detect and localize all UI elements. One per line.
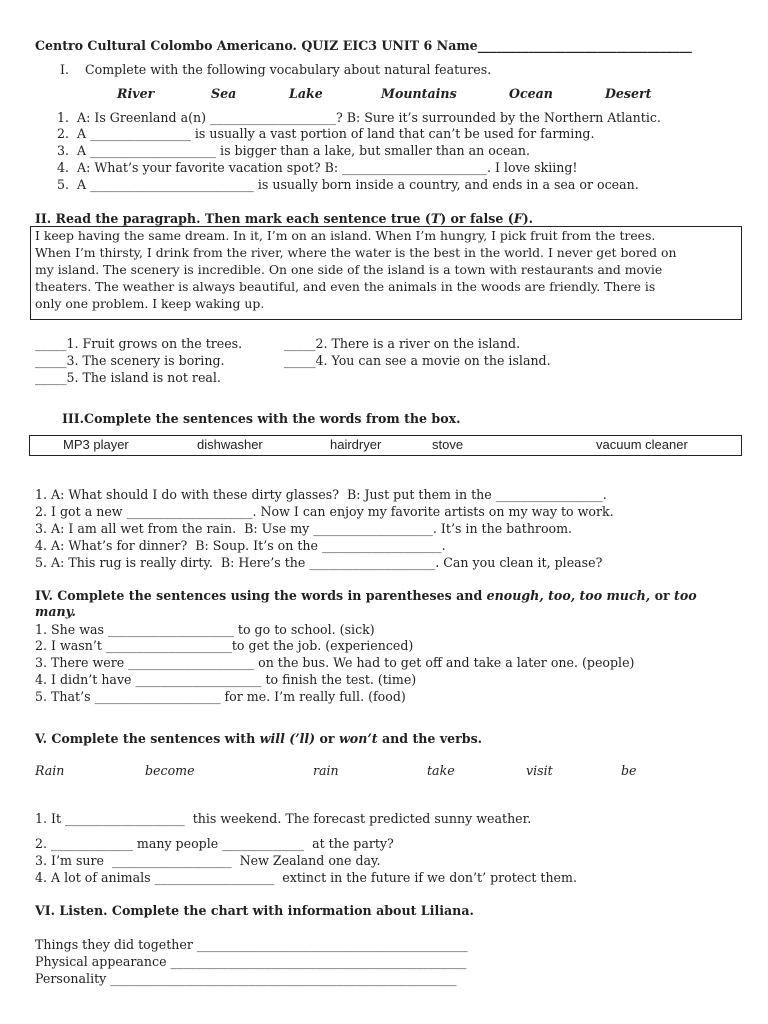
- s3-sentence-1: 1. A: What should I do with these dirty glasses? B: Just put them in the _________________.: [35, 487, 607, 502]
- chart-line-physical-appearance: Physical appearance _______________________________________________: [35, 954, 467, 969]
- vocab-word-sea: Sea: [211, 86, 237, 101]
- chart-line-personality: Personality _______________________________________________________: [35, 971, 457, 986]
- paragraph-line-1: I keep having the same dream. In it, I’m on an island. When I’m hungry, I pick fruit from the trees.: [35, 228, 656, 243]
- verb-rain: rain: [313, 763, 339, 778]
- section-4-title: IV. Complete the sentences using the words in parentheses and enough, too, too much, or too: [35, 588, 697, 603]
- box-word-vacuum-cleaner: vacuum cleaner: [596, 437, 688, 452]
- s1-question-5: 5. A __________________________ is usually born inside a country, and ends in a sea or ocean.: [57, 177, 639, 192]
- paragraph-line-3: my island. The scenery is incredible. On one side of the island is a town with restaurants and movie: [35, 262, 663, 277]
- paragraph-line-5: only one problem. I keep waking up.: [35, 296, 265, 311]
- s3-sentence-5: 5. A: This rug is really dirty. B: Here’s the ____________________. Can you clean it, please?: [35, 555, 603, 570]
- s3-sentence-3: 3. A: I am all wet from the rain. B: Use my ___________________. It’s in the bathroom.: [35, 521, 573, 536]
- s4-sentence-2: 2. I wasn’t ____________________to get the job. (experienced): [35, 638, 414, 653]
- vocab-word-desert: Desert: [605, 86, 652, 101]
- section-1-instruction: I. Complete with the following vocabulary about natural features.: [60, 62, 492, 77]
- tf-item-5: _____5. The island is not real.: [35, 370, 221, 385]
- tf-item-2: _____2. There is a river on the island.: [284, 336, 521, 351]
- verb-visit: visit: [526, 763, 553, 778]
- verb-become: become: [145, 763, 195, 778]
- reading-paragraph-box: [30, 226, 742, 320]
- s1-question-1: 1. A: Is Greenland a(n) ____________________? B: Sure it’s surrounded by the Northern Atlantic.: [57, 110, 661, 125]
- s1-question-3: 3. A ____________________ is bigger than a lake, but smaller than an ocean.: [57, 143, 530, 158]
- s4-sentence-1: 1. She was ____________________ to go to school. (sick): [35, 622, 375, 637]
- s5-sentence-3: 3. I’m sure ___________________ New Zealand one day.: [35, 853, 381, 868]
- verb-be: be: [621, 763, 637, 778]
- tf-item-4: _____4. You can see a movie on the island.: [284, 353, 551, 368]
- section-3-title: III.Complete the sentences with the words from the box.: [62, 411, 461, 426]
- s1-question-4: 4. A: What’s your favorite vacation spot? B: _______________________. I love skiing!: [57, 160, 578, 175]
- vocab-word-river: River: [117, 86, 155, 101]
- s3-sentence-4: 4. A: What’s for dinner? B: Soup. It’s on the ___________________.: [35, 538, 446, 553]
- box-word-hairdryer: hairdryer: [330, 437, 382, 452]
- s1-question-2: 2. A ________________ is usually a vast portion of land that can’t be used for farming.: [57, 126, 595, 141]
- paragraph-line-2: When I’m thirsty, I drink from the river, where the water is the best in the world. I never get bored on: [35, 245, 677, 260]
- box-word-dishwasher: dishwasher: [197, 437, 263, 452]
- vocab-word-lake: Lake: [289, 86, 323, 101]
- s5-sentence-2: 2. _____________ many people _____________ at the party?: [35, 836, 394, 851]
- section-4-title-cont: many.: [35, 604, 76, 619]
- s4-sentence-4: 4. I didn’t have ____________________ to finish the test. (time): [35, 672, 417, 687]
- section-2-title: II. Read the paragraph. Then mark each sentence true (T) or false (F).: [35, 211, 534, 226]
- section-5-title: V. Complete the sentences with will (’ll) or won’t and the verbs.: [35, 731, 483, 746]
- s5-sentence-4: 4. A lot of animals ___________________ extinct in the future if we don’t’ protect them.: [35, 870, 577, 885]
- verb-rain-capital: Rain: [35, 763, 65, 778]
- vocab-word-mountains: Mountains: [381, 86, 457, 101]
- quiz-header: Centro Cultural Colombo Americano. QUIZ EIC3 UNIT 6 Name__________________________________: [35, 38, 692, 53]
- box-word-stove: stove: [432, 437, 464, 452]
- tf-item-3: _____3. The scenery is boring.: [35, 353, 225, 368]
- word-box: [29, 435, 742, 456]
- section-6-title: VI. Listen. Complete the chart with information about Liliana.: [35, 903, 474, 918]
- vocab-word-ocean: Ocean: [509, 86, 553, 101]
- s5-sentence-1: 1. It ___________________ this weekend. The forecast predicted sunny weather.: [35, 811, 532, 826]
- paragraph-line-4: theaters. The weather is always beautiful, and even the animals in the woods are friendly. There is: [35, 279, 656, 294]
- chart-line-things-together: Things they did together ___________________________________________: [35, 937, 468, 952]
- box-word-mp3-player: MP3 player: [63, 437, 129, 452]
- tf-item-1: _____1. Fruit grows on the trees.: [35, 336, 243, 351]
- s3-sentence-2: 2. I got a new ____________________. Now I can enjoy my favorite artists on my way to work.: [35, 504, 614, 519]
- verb-take: take: [427, 763, 455, 778]
- s4-sentence-3: 3. There were ____________________ on the bus. We had to get off and take a later one. (people): [35, 655, 635, 670]
- s4-sentence-5: 5. That’s ____________________ for me. I’m really full. (food): [35, 689, 406, 704]
